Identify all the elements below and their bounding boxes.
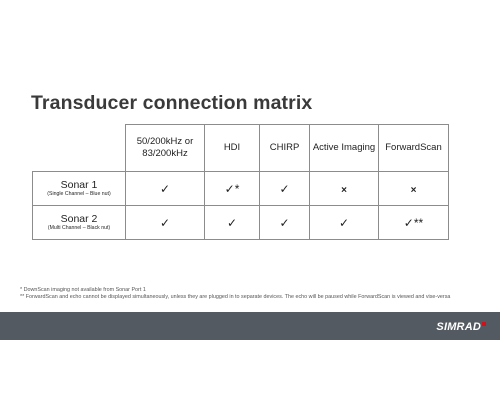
sonar-description: (Single Channel – Blue nut) (47, 191, 111, 197)
check-icon: ✓ (159, 215, 171, 230)
cross-icon: × (341, 184, 347, 196)
check-icon: ✓ (279, 181, 290, 196)
cell-sonar-1-hdi (205, 172, 260, 206)
footnote-marker: * (234, 181, 240, 196)
cell-sonar-1-active-imaging (310, 172, 379, 206)
column-header-chirp: CHIRP (260, 125, 310, 172)
cell-sonar-2-chirp (260, 206, 310, 240)
cell-sonar-1-forwardscan (379, 172, 449, 206)
cell-sonar-1-50-200khz (126, 172, 205, 206)
simrad-logo (436, 321, 486, 333)
check-icon: ✓ (159, 181, 171, 196)
cell-sonar-2-hdi (205, 206, 260, 240)
table-row-sonar-1 (33, 172, 449, 206)
check-icon: ✓ (224, 181, 235, 196)
cell-sonar-2-50-200khz (126, 206, 205, 240)
corner-cell (33, 125, 126, 172)
footnotes (20, 287, 486, 301)
cell-sonar-2-active-imaging (310, 206, 379, 240)
check-icon: ✓ (338, 215, 350, 230)
column-header-active-imaging: Active Imaging (310, 125, 379, 172)
transducer-matrix-table (32, 124, 449, 240)
check-icon: ✓ (279, 215, 290, 230)
check-icon: ✓ (226, 215, 238, 230)
page-title: Transducer connection matrix (31, 92, 313, 114)
footnote-marker: ** (413, 215, 424, 230)
cell-sonar-1-chirp (260, 172, 310, 206)
cross-icon: × (410, 184, 417, 196)
check-icon: ✓ (403, 215, 414, 230)
cell-sonar-2-forwardscan (379, 206, 449, 240)
footnote-2: ** ForwardScan and echo cannot be displayed simultaneously, unless they are plugged in to separate devices. The echo will be paused while ForwardScan is viewed and vise-versa (20, 294, 451, 300)
sonar-description: (Multi Channel – Black nut) (47, 225, 111, 231)
column-header-50-200khz: 50/200kHz or 83/200kHz (126, 125, 205, 172)
footer-bar (0, 312, 500, 340)
logo-text: SIMRAD (436, 321, 481, 333)
row-header-sonar-2 (33, 206, 126, 240)
column-header-forwardscan: ForwardScan (379, 125, 449, 172)
logo-accent-mark (482, 322, 486, 326)
sonar-name: Sonar 2 (60, 213, 98, 225)
table-row-sonar-2 (33, 206, 449, 240)
column-header-hdi: HDI (205, 125, 260, 172)
row-header-sonar-1 (33, 172, 126, 206)
sonar-name: Sonar 1 (60, 179, 98, 191)
table-header-row (33, 125, 449, 172)
footnote-1: * DownScan imaging not available from Sonar Port 1 (20, 287, 146, 293)
